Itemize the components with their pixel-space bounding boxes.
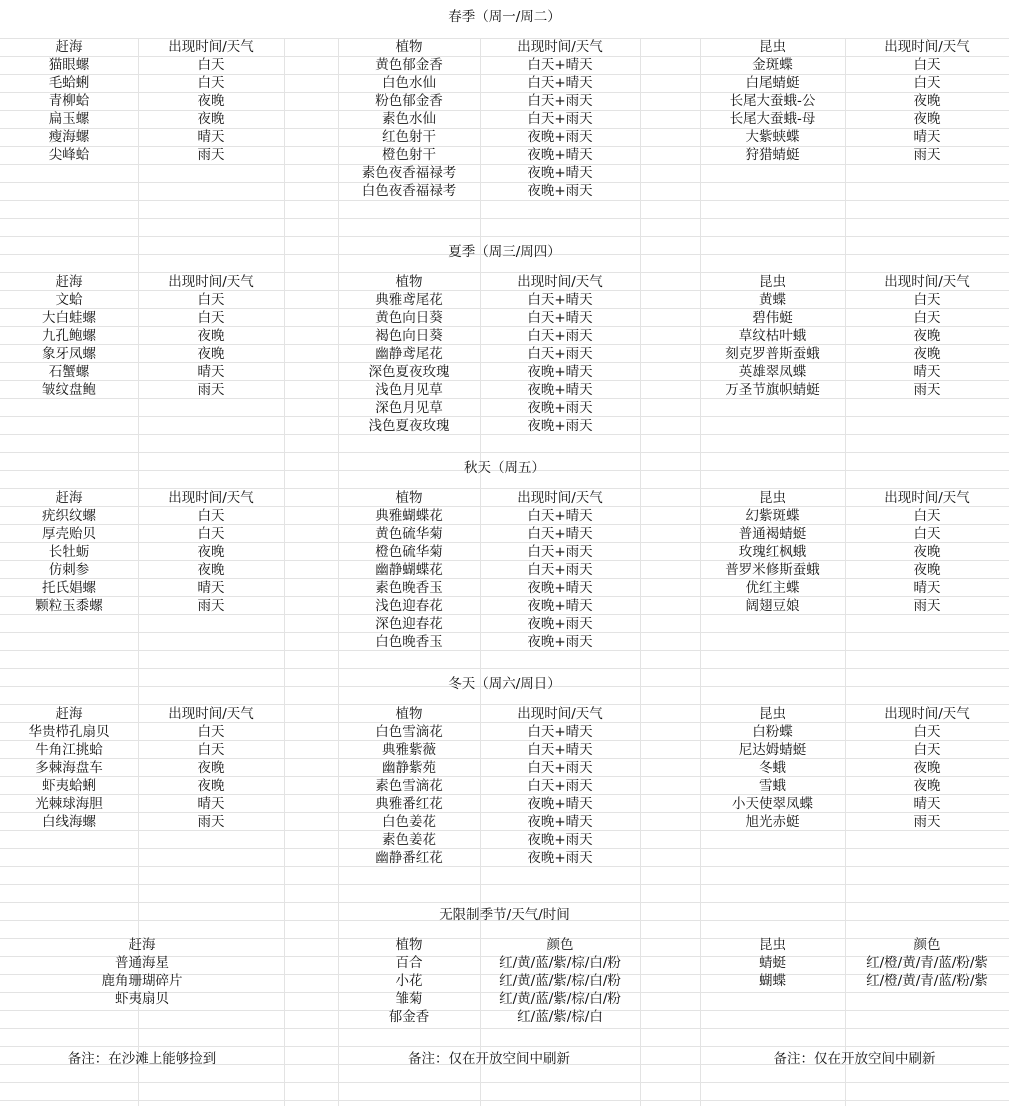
beach-item-name: 毛蛤蜊 <box>48 75 90 91</box>
section-title: 冬天（周六/周日） <box>448 676 561 692</box>
insect-item-time: 白天 <box>913 292 941 308</box>
insect-item-name: 蜻蜓 <box>759 955 786 971</box>
plant-item-name: 白色夜香福禄考 <box>361 183 457 199</box>
insect-item-time: 白天 <box>913 742 941 758</box>
plant-item-name: 幽静蝴蝶花 <box>375 562 443 578</box>
insect-note: 备注：仅在开放空间中刷新 <box>773 1051 936 1067</box>
plant-item-time: 夜晚+雨天 <box>527 616 593 632</box>
beach-item-time: 夜晚 <box>197 93 225 109</box>
plant-item-time: 白天+晴天 <box>527 57 593 73</box>
insect-item-name: 万圣节旗帜蜻蜓 <box>725 382 820 398</box>
beach-item-name: 疣织纹螺 <box>42 508 96 524</box>
beach-header: 赶海 <box>128 937 156 953</box>
unlimited-title: 无限制季节/天气/时间 <box>439 907 570 923</box>
beach-note: 备注：在沙滩上能够捡到 <box>67 1051 217 1067</box>
plant-item-name: 橙色射干 <box>382 147 436 163</box>
plant-item-name: 典雅鸢尾花 <box>375 292 443 308</box>
plant-item-name: 白色水仙 <box>382 75 436 91</box>
time-header: 出现时间/天气 <box>517 274 603 290</box>
beach-item-name: 象牙凤螺 <box>42 346 96 362</box>
plant-item-time: 白天+雨天 <box>527 328 593 344</box>
beach-item-name: 颗粒玉黍螺 <box>35 598 103 614</box>
insect-item-time: 夜晚 <box>913 93 941 109</box>
insect-item-time: 晴天 <box>913 580 941 596</box>
insect-item-time: 雨天 <box>913 382 941 398</box>
insect-item-name: 雪蛾 <box>759 778 786 794</box>
plant-item-time: 夜晚+雨天 <box>527 634 593 650</box>
plant-item-name: 浅色迎春花 <box>375 598 443 614</box>
insect-item-colors: 红/橙/黄/青/蓝/粉/紫 <box>866 973 988 989</box>
beach-item-name: 牛角江挑蛤 <box>35 742 103 758</box>
insect-item-time: 夜晚 <box>913 544 941 560</box>
plant-item-time: 白天+晴天 <box>527 508 593 524</box>
beach-item-name: 普通海星 <box>115 955 169 971</box>
insect-item-name: 幻紫斑蝶 <box>745 508 800 524</box>
insect-item-time: 晴天 <box>913 796 941 812</box>
insect-item-name: 尼达姆蜻蜓 <box>738 742 807 758</box>
plant-item-time: 白天+雨天 <box>527 346 593 362</box>
insect-item-time: 夜晚 <box>913 328 941 344</box>
insect-item-time: 雨天 <box>913 598 941 614</box>
beach-item-name: 光棘球海胆 <box>35 796 103 812</box>
insect-item-time: 夜晚 <box>913 346 941 362</box>
beach-item-time: 雨天 <box>197 814 225 830</box>
insect-item-name: 普罗米修斯蚕蛾 <box>725 562 820 578</box>
plant-item-name: 素色水仙 <box>382 111 436 127</box>
plant-item-time: 夜晚+雨天 <box>527 832 593 848</box>
beach-item-name: 九孔鲍螺 <box>42 328 96 344</box>
plant-header: 植物 <box>395 706 423 722</box>
beach-header: 赶海 <box>55 706 83 722</box>
beach-item-name: 瘦海螺 <box>48 129 90 145</box>
plant-item-time: 白天+晴天 <box>527 310 593 326</box>
insect-item-time: 白天 <box>913 508 941 524</box>
plant-item-name: 典雅蝴蝶花 <box>375 508 443 524</box>
insect-item-name: 白尾蜻蜓 <box>745 75 800 91</box>
plant-item-time: 夜晚+雨天 <box>527 418 593 434</box>
beach-item-time: 夜晚 <box>197 328 225 344</box>
beach-item-name: 鹿角珊瑚碎片 <box>101 973 183 989</box>
insect-item-name: 长尾大蚕蛾-母 <box>729 111 816 127</box>
plant-item-name: 深色月见草 <box>375 400 443 416</box>
plant-item-time: 白天+晴天 <box>527 292 593 308</box>
section-title: 夏季（周三/周四） <box>448 244 561 260</box>
time-header: 出现时间/天气 <box>884 39 970 55</box>
insect-item-name: 黄蝶 <box>759 292 786 308</box>
beach-item-time: 雨天 <box>197 598 225 614</box>
beach-item-name: 虾夷蛤蜊 <box>42 778 96 794</box>
beach-item-name: 皱纹盘鲍 <box>42 382 96 398</box>
insect-item-name: 狩猎蜻蜓 <box>745 147 800 163</box>
insect-item-name: 英雄翠凤蝶 <box>738 364 807 380</box>
section-title: 秋天（周五） <box>464 460 545 476</box>
beach-item-time: 夜晚 <box>197 760 225 776</box>
insect-item-time: 白天 <box>913 526 941 542</box>
plant-item-name: 黄色郁金香 <box>375 57 443 73</box>
beach-item-time: 白天 <box>197 292 225 308</box>
plant-item-time: 夜晚+雨天 <box>527 183 593 199</box>
plant-item-time: 夜晚+晴天 <box>527 364 593 380</box>
time-header: 出现时间/天气 <box>517 706 603 722</box>
insect-item-name: 冬蛾 <box>759 760 786 776</box>
insect-item-time: 晴天 <box>913 364 941 380</box>
plant-item-name: 幽静鸢尾花 <box>375 346 443 362</box>
plant-header: 植物 <box>395 937 423 953</box>
beach-item-name: 石蟹螺 <box>48 364 90 380</box>
plant-item-name: 郁金香 <box>388 1009 430 1025</box>
time-header: 出现时间/天气 <box>884 706 970 722</box>
insect-item-time: 白天 <box>913 310 941 326</box>
plant-item-name: 白色姜花 <box>382 814 436 830</box>
plant-item-colors: 红/黄/蓝/紫/棕/白/粉 <box>499 991 621 1007</box>
plant-item-name: 素色夜香福禄考 <box>361 165 457 181</box>
insect-item-name: 旭光赤蜓 <box>745 814 800 830</box>
plant-item-name: 素色雪滴花 <box>375 778 443 794</box>
beach-item-name: 厚壳贻贝 <box>42 526 96 542</box>
plant-item-name: 浅色月见草 <box>375 382 443 398</box>
insect-item-name: 碧伟蜓 <box>752 310 793 326</box>
plant-item-name: 深色迎春花 <box>375 616 443 632</box>
insect-header: 昆虫 <box>759 39 786 55</box>
plant-item-time: 夜晚+晴天 <box>527 580 593 596</box>
plant-item-colors: 红/蓝/紫/棕/白 <box>517 1009 603 1025</box>
beach-item-time: 雨天 <box>197 147 225 163</box>
beach-item-time: 夜晚 <box>197 111 225 127</box>
insect-item-time: 夜晚 <box>913 111 941 127</box>
insect-item-name: 长尾大蚕蛾-公 <box>729 93 816 109</box>
insect-item-name: 白粉蝶 <box>752 724 793 740</box>
plant-item-time: 白天+晴天 <box>527 526 593 542</box>
plant-item-name: 橙色硫华菊 <box>375 544 443 560</box>
insect-item-time: 白天 <box>913 724 941 740</box>
plant-item-time: 夜晚+晴天 <box>527 147 593 163</box>
plant-item-time: 夜晚+雨天 <box>527 850 593 866</box>
plant-item-name: 幽静紫苑 <box>382 760 436 776</box>
section-title: 春季（周一/周二） <box>448 9 561 25</box>
insect-item-name: 阔翅豆娘 <box>745 598 800 614</box>
beach-item-name: 青柳蛤 <box>48 93 90 109</box>
plant-item-colors: 红/黄/蓝/紫/棕/白/粉 <box>499 973 621 989</box>
insect-item-colors: 红/橙/黄/青/蓝/粉/紫 <box>866 955 988 971</box>
plant-item-time: 白天+晴天 <box>527 75 593 91</box>
beach-item-name: 托氏娼螺 <box>42 580 96 596</box>
plant-item-time: 夜晚+晴天 <box>527 796 593 812</box>
time-header: 出现时间/天气 <box>168 39 254 55</box>
insect-item-time: 夜晚 <box>913 778 941 794</box>
plant-item-time: 夜晚+雨天 <box>527 400 593 416</box>
plant-header: 植物 <box>395 274 423 290</box>
insect-item-time: 晴天 <box>913 129 941 145</box>
time-header: 出现时间/天气 <box>517 490 603 506</box>
color-header: 颜色 <box>913 937 941 953</box>
plant-item-name: 幽静番红花 <box>375 850 443 866</box>
plant-item-time: 白天+雨天 <box>527 760 593 776</box>
insect-item-time: 白天 <box>913 75 941 91</box>
beach-item-time: 雨天 <box>197 382 225 398</box>
beach-item-name: 文蛤 <box>55 292 83 308</box>
plant-item-name: 白色晚香玉 <box>375 634 443 650</box>
insect-header: 昆虫 <box>759 274 786 290</box>
plant-item-time: 白天+雨天 <box>527 562 593 578</box>
time-header: 出现时间/天气 <box>168 274 254 290</box>
insect-item-name: 小天使翠凤蝶 <box>732 796 813 812</box>
plant-item-time: 白天+雨天 <box>527 778 593 794</box>
insect-item-time: 雨天 <box>913 147 941 163</box>
plant-item-time: 夜晚+晴天 <box>527 598 593 614</box>
plant-item-time: 白天+雨天 <box>527 111 593 127</box>
time-header: 出现时间/天气 <box>884 274 970 290</box>
beach-item-time: 白天 <box>197 75 225 91</box>
time-header: 出现时间/天气 <box>168 706 254 722</box>
color-header: 颜色 <box>546 937 574 953</box>
beach-item-name: 白线海螺 <box>42 814 96 830</box>
beach-item-time: 白天 <box>197 526 225 542</box>
beach-item-time: 白天 <box>197 724 225 740</box>
plant-item-time: 夜晚+晴天 <box>527 814 593 830</box>
plant-item-time: 白天+晴天 <box>527 724 593 740</box>
time-header: 出现时间/天气 <box>884 490 970 506</box>
insect-item-name: 蝴蝶 <box>759 973 786 989</box>
plant-item-name: 粉色郁金香 <box>375 93 443 109</box>
time-header: 出现时间/天气 <box>168 490 254 506</box>
plant-item-name: 深色夏夜玫瑰 <box>368 364 450 380</box>
beach-item-time: 白天 <box>197 310 225 326</box>
plant-note: 备注：仅在开放空间中刷新 <box>408 1051 570 1067</box>
beach-item-name: 华贵栉孔扇贝 <box>28 724 110 740</box>
plant-item-name: 红色射干 <box>382 129 436 145</box>
beach-item-time: 夜晚 <box>197 778 225 794</box>
plant-item-name: 浅色夏夜玫瑰 <box>368 418 450 434</box>
insect-item-name: 玫瑰红枫蛾 <box>738 544 807 560</box>
plant-item-name: 褐色向日葵 <box>375 328 443 344</box>
insect-header: 昆虫 <box>759 490 786 506</box>
beach-item-name: 扁玉螺 <box>48 111 90 127</box>
beach-item-time: 白天 <box>197 57 225 73</box>
plant-item-time: 夜晚+晴天 <box>527 165 593 181</box>
plant-item-time: 白天+晴天 <box>527 742 593 758</box>
insect-item-name: 大紫蛱蝶 <box>745 129 800 145</box>
plant-item-name: 典雅紫薇 <box>382 742 436 758</box>
plant-item-name: 黄色向日葵 <box>375 310 443 326</box>
insect-item-time: 白天 <box>913 57 941 73</box>
insect-item-time: 夜晚 <box>913 562 941 578</box>
plant-item-name: 白色雪滴花 <box>375 724 443 740</box>
beach-item-name: 虾夷扇贝 <box>115 991 169 1007</box>
plant-item-name: 雏菊 <box>395 991 423 1007</box>
insect-item-time: 雨天 <box>913 814 941 830</box>
plant-header: 植物 <box>395 39 423 55</box>
beach-item-time: 夜晚 <box>197 346 225 362</box>
plant-header: 植物 <box>395 490 423 506</box>
beach-item-name: 猫眼螺 <box>48 57 90 73</box>
beach-item-time: 白天 <box>197 742 225 758</box>
beach-item-time: 夜晚 <box>197 544 225 560</box>
beach-item-time: 晴天 <box>197 580 225 596</box>
insect-header: 昆虫 <box>759 706 786 722</box>
insect-item-name: 金斑蝶 <box>752 57 793 73</box>
plant-item-name: 素色姜花 <box>382 832 436 848</box>
plant-item-time: 夜晚+晴天 <box>527 382 593 398</box>
plant-item-colors: 红/黄/蓝/紫/棕/白/粉 <box>499 955 621 971</box>
plant-item-name: 素色晚香玉 <box>375 580 443 596</box>
beach-item-name: 大白蛙螺 <box>42 310 96 326</box>
insect-item-time: 夜晚 <box>913 760 941 776</box>
beach-item-time: 晴天 <box>197 364 225 380</box>
insect-item-name: 刻克罗普斯蚕蛾 <box>725 346 820 362</box>
insect-item-name: 优红主蝶 <box>745 580 800 596</box>
beach-header: 赶海 <box>55 490 83 506</box>
plant-item-name: 黄色硫华菊 <box>375 526 443 542</box>
plant-item-name: 百合 <box>395 955 423 971</box>
beach-item-time: 晴天 <box>197 796 225 812</box>
beach-header: 赶海 <box>55 274 83 290</box>
beach-item-time: 晴天 <box>197 129 225 145</box>
beach-item-name: 长牡蛎 <box>48 544 90 560</box>
insect-header: 昆虫 <box>759 937 786 953</box>
plant-item-time: 夜晚+雨天 <box>527 129 593 145</box>
plant-item-name: 小花 <box>395 973 423 989</box>
beach-header: 赶海 <box>55 39 83 55</box>
beach-item-name: 仿刺参 <box>48 562 90 578</box>
insect-item-name: 草纹枯叶蛾 <box>738 328 807 344</box>
beach-item-time: 白天 <box>197 508 225 524</box>
plant-item-name: 典雅番红花 <box>375 796 443 812</box>
beach-item-name: 多棘海盘车 <box>35 760 103 776</box>
beach-item-name: 尖峰蛤 <box>48 147 90 163</box>
plant-item-time: 白天+雨天 <box>527 544 593 560</box>
insect-item-name: 普通褐蜻蜓 <box>738 526 807 542</box>
time-header: 出现时间/天气 <box>517 39 603 55</box>
beach-item-time: 夜晚 <box>197 562 225 578</box>
plant-item-time: 白天+雨天 <box>527 93 593 109</box>
